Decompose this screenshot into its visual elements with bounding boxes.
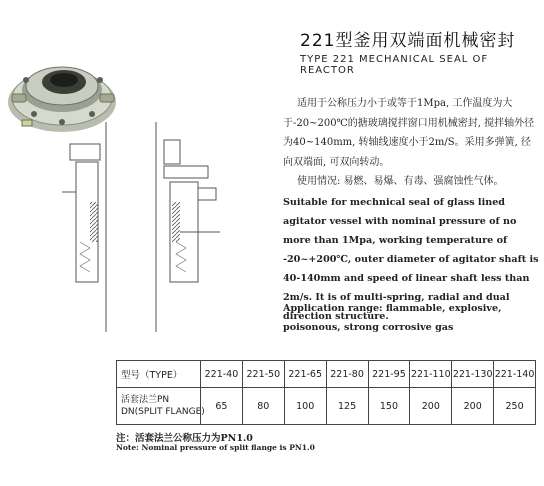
table-cell-pn: 100: [284, 388, 326, 425]
table-cell-type: 221-40: [201, 361, 243, 388]
table-cell-pn: 65: [201, 388, 243, 425]
table-cell-type: 221-110: [410, 361, 452, 388]
description-chinese: 适用于公称压力小于或等于1Mpa, 工作温度为大于-20~200℃的搪玻璃搅拌窗口用机械密封, 搅拌轴外径为40~140mm, 转轴线速度小于2m/S。采用多弹簧, 径向双端面, 可双向转动。: [283, 98, 535, 168]
table-cell-type: 221-50: [242, 361, 284, 388]
table-row-type: [117, 361, 536, 388]
table-cell-type: 221-130: [452, 361, 494, 388]
type-header-cell: 型号（TYPE）: [117, 361, 201, 388]
table-cell-pn: 80: [242, 388, 284, 425]
application-range-english: Application range: flammable, explosive, poisonous, strong corrosive gas: [283, 303, 502, 333]
pn-header-cell: [117, 388, 205, 425]
spec-table: [116, 360, 536, 425]
pn-header-en: DN(SPLIT FLANGE): [121, 407, 205, 417]
table-cell-pn: 200: [452, 388, 494, 425]
usage-chinese: 使用情况: 易燃、易爆、有毒、强腐蚀性气体。: [297, 176, 504, 187]
table-cell-type: 221-140: [494, 361, 536, 388]
table-cell-pn: 125: [326, 388, 368, 425]
table-row-pn: [117, 388, 536, 425]
table-cell-type: 221-80: [326, 361, 368, 388]
note-english: Note: Nominal pressure of split flange is PN1.0: [116, 443, 315, 452]
table-cell-pn: 200: [410, 388, 452, 425]
seal-cross-section-drawing: [60, 122, 222, 332]
description-english: Suitable for mechnical seal of glass lined agitator vessel with nominal pressure of no more than 1Mpa, working temperature of -20~+200℃, outer diameter of agitator shaft is 40-140mm and speed of linear shaft less than 2m/s. It is of multi-spring, radial and dual direction structure.: [283, 197, 539, 322]
table-cell-pn: 150: [368, 388, 410, 425]
pn-header-cn: 活套法兰PN: [121, 395, 170, 405]
note-chinese: 注：活套法兰公称压力为PN1.0: [116, 433, 253, 444]
table-cell-pn: 250: [494, 388, 536, 425]
table-cell-type: 221-95: [368, 361, 410, 388]
title-chinese: 221型釜用双端面机械密封: [300, 31, 516, 51]
title-english: TYPE 221 MECHANICAL SEAL OF REACTOR: [300, 54, 489, 76]
table-cell-type: 221-65: [284, 361, 326, 388]
